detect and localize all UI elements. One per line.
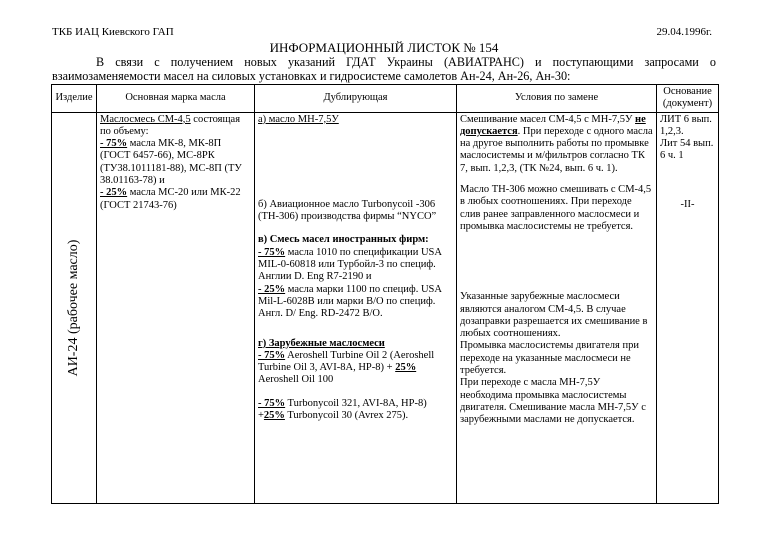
- header-date: 29.04.1996г.: [656, 26, 712, 38]
- dup-option-v-2: - 25% масла марки 1100 по специф. USA Mil-L-6028B или марки В/О по специф. Англ. D/ Eng. RD-2472 В/О.: [258, 283, 442, 320]
- condition-g-1: Указанные зарубежные маслосмеси являются аналогом СМ-4,5. В случае дозаправки разрешается их смешивание в любых соотношениях.: [460, 291, 648, 340]
- column-header-main-oil: Основная марка масла: [97, 85, 255, 113]
- document-title: ИНФОРМАЦИОННЫЙ ЛИСТОК № 154: [269, 40, 499, 55]
- table-row: [52, 112, 719, 503]
- dup-option-a: а) масло МН-7,5У: [258, 113, 339, 125]
- dup-option-v-title: в) Смесь масел иностранных фирм:: [258, 234, 429, 246]
- main-oil-comp-2: масла МС-20 или МК-22 (ГОСТ 21743-76): [100, 187, 241, 211]
- dup-option-g-2: - 75% Turbonycoil 321, AVI-8A, HP-8) +25% Turbonycoil 30 (Avrex 275).: [258, 397, 427, 422]
- column-header-basis: Основание (документ): [657, 85, 719, 113]
- condition-b: Масло ТН-306 можно смешивать с СМ-4,5 в любых соотношениях. При переходе слив ранее заправленного маслосмеси и промывка маслосистемы не требуется.: [460, 184, 652, 232]
- dup-option-g-title: г) Зарубежные маслосмеси: [258, 337, 385, 349]
- dup-option-v-1: - 75% масла 1010 по спецификации USA MIL-0-60818 или Турбойл-3 по специф. Англии D. Eng R7-2190 и: [258, 246, 442, 283]
- main-oil-desc: состоящая по объему:: [100, 113, 241, 137]
- main-oil-pct-2: - 25%: [100, 187, 128, 199]
- basis-line-1: ЛИТ 6 вып. 1,2,3.: [660, 113, 712, 137]
- basis-line-2: Лит 54 вып. 6 ч. 1: [660, 138, 714, 162]
- product-cell: [52, 112, 97, 503]
- main-oil-pct-1: - 75%: [100, 138, 128, 150]
- column-header-product: Изделие: [52, 85, 97, 113]
- condition-a: Смешивание масел СМ-4,5 с МН-7,5У не допускается. При переходе с одного масла на другое выполнить работы по промывке маслосистемы и м/фильтров согласно ТК 7, вып. 1,2,3, (ТК №24, вып. 6 ч. 1).: [460, 113, 653, 174]
- condition-g-2: Промывка маслосистемы двигателя при переходе на указанные маслосмеси не требуется.: [460, 340, 639, 377]
- oil-replacement-table: [51, 84, 719, 504]
- dup-option-g-1: - 75% Aeroshell Turbine Oil 2 (Aeroshell Turbine Oil 3, AVI-8A, HP-8) + 25% Aeroshell Oil 100: [258, 349, 435, 386]
- product-label: АИ-24 (рабочее масло): [65, 239, 81, 377]
- dup-option-b: б) Авиационное масло Turbonycoil -306 (ТН-306) производства фирмы “NYCO”: [258, 198, 437, 223]
- basis-ditto: -II-: [680, 198, 695, 210]
- column-header-duplicate: Дублирующая: [255, 85, 457, 113]
- main-oil-cell: [97, 112, 255, 503]
- table-header-row: [52, 85, 719, 113]
- conditions-cell: [457, 112, 657, 503]
- main-oil-comp-1: масла МК-8, МК-8П (ГОСТ 6457-66), МС-8РК (ТУ38.1011181-88), МС-8П (ТУ 38.01163-78) и: [100, 138, 242, 187]
- main-oil-name: Маслосмесь СМ-4,5: [100, 113, 191, 125]
- duplicate-cell: [255, 112, 457, 503]
- condition-g-3: При переходе с масла МН-7,5У необходима промывка маслосистемы двигателя. Смешивание масла МН-7,5У с зарубежными маслами не допускается.: [460, 377, 646, 426]
- column-header-conditions: Условия по замене: [457, 85, 657, 113]
- basis-cell: [657, 112, 719, 503]
- header-organization: ТКБ ИАЦ Киевского ГАП: [52, 26, 174, 38]
- intro-paragraph: В связи с получением новых указаний ГДАТ Украины (АВИАТРАНС) и поступающими запросами о взаимозаменяемости масел на силовых установках и гидросистеме самолетов Ан-24, Ан-26, Ан-30:: [52, 55, 716, 83]
